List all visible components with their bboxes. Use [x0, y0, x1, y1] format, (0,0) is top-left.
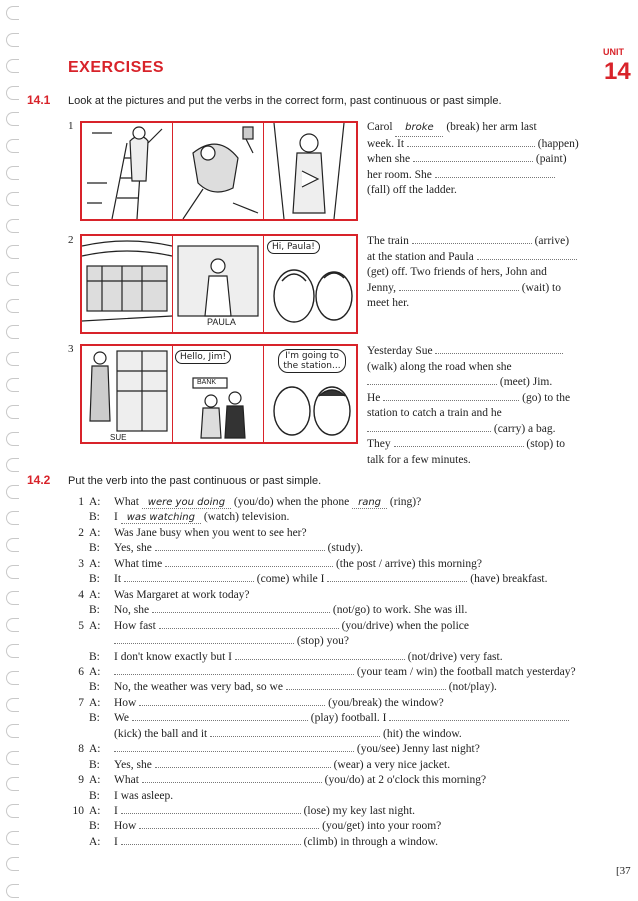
text: meet her.	[367, 297, 410, 309]
binding-ring	[6, 698, 19, 712]
text: Was Margaret at work today?	[114, 588, 250, 601]
handwritten-answer: were you doing	[147, 497, 226, 508]
answer-blank[interactable]	[132, 720, 308, 721]
picture-text-2	[367, 234, 602, 312]
text: when she	[367, 153, 411, 165]
text: The train	[367, 235, 409, 247]
binding-ring	[6, 405, 19, 419]
text: her room. She	[367, 168, 432, 181]
speech-bubble: Hello, Jim!	[175, 350, 231, 364]
line-text	[114, 790, 173, 802]
binding-ring	[6, 777, 19, 791]
answer-blank[interactable]	[394, 446, 524, 447]
line-text	[114, 759, 450, 771]
illustration-paula-getting-off	[173, 236, 264, 332]
answer-blank[interactable]	[412, 243, 532, 244]
speaker: A:	[89, 557, 101, 570]
line-text	[114, 836, 438, 848]
line-number: 7	[78, 696, 84, 709]
answer-blank[interactable]	[413, 161, 533, 162]
illustration-falling	[173, 123, 264, 219]
answer-blank[interactable]	[155, 550, 325, 551]
picture-strip-3	[80, 344, 358, 444]
line-text	[114, 620, 469, 632]
illustration-train-arriving	[82, 236, 173, 332]
text: (you/drive) when the police	[341, 619, 470, 632]
answer-blank[interactable]	[114, 751, 354, 752]
speaker: A:	[89, 526, 101, 539]
text: I	[114, 805, 121, 817]
text: I	[114, 835, 121, 848]
text: (not/go) to work. She was ill.	[332, 604, 468, 617]
text: (stop) you?	[296, 635, 349, 648]
answer-blank[interactable]	[121, 813, 301, 814]
speaker: B:	[89, 712, 100, 725]
answer-blank[interactable]	[395, 120, 443, 137]
binding-ring	[6, 112, 19, 126]
line-text	[114, 774, 486, 786]
line-number: 1	[78, 496, 84, 508]
text: What	[114, 496, 142, 508]
speaker: A:	[89, 588, 101, 601]
answer-blank[interactable]	[165, 566, 333, 567]
binding-ring	[6, 724, 19, 738]
text: (get) off. Two friends of hers, John and	[367, 266, 547, 278]
binding-ring	[6, 751, 19, 765]
illustration-ladder-painting	[82, 123, 173, 219]
text: (lose) my key last night.	[303, 805, 416, 817]
speaker: B:	[89, 681, 100, 694]
speaker: B:	[89, 758, 100, 771]
text: How	[114, 820, 140, 833]
picture-strip-2	[80, 234, 358, 334]
answer-blank[interactable]	[114, 643, 294, 644]
line-text	[114, 542, 363, 554]
text: (come) while I	[256, 573, 328, 586]
binding-ring	[6, 458, 19, 472]
binding-ring	[6, 857, 19, 871]
line-text	[114, 496, 421, 509]
binding-ring	[6, 299, 19, 313]
handwritten-answer: broke	[405, 122, 434, 133]
answer-blank[interactable]	[142, 496, 231, 509]
answer-blank[interactable]	[383, 400, 519, 401]
answer-blank[interactable]	[399, 290, 519, 291]
speaker: A:	[89, 496, 101, 508]
text: Carol	[367, 121, 393, 133]
binding-ring	[6, 565, 19, 579]
answer-blank[interactable]	[152, 612, 330, 613]
speaker: B:	[89, 789, 100, 802]
text: What	[114, 774, 142, 787]
line-number: 6	[78, 665, 84, 678]
line-text	[114, 728, 462, 740]
speaker: A:	[89, 743, 101, 756]
page-title: EXERCISES	[68, 59, 165, 76]
line-text	[114, 558, 482, 570]
line-text	[114, 527, 307, 539]
text: We	[114, 712, 132, 725]
answer-blank[interactable]	[367, 384, 497, 385]
speaker: B:	[89, 542, 100, 555]
text: No, she	[114, 604, 153, 617]
text: (go) to the	[522, 391, 571, 404]
answer-blank[interactable]	[435, 353, 563, 354]
answer-blank[interactable]	[389, 720, 569, 721]
binding-ring	[6, 59, 19, 73]
exercise-number-14-2: 14.2	[27, 473, 51, 487]
binding-ring	[6, 671, 19, 685]
text: He	[367, 391, 381, 404]
text: (you/see) Jenny last night?	[356, 743, 480, 756]
text: (you/break) the window?	[328, 696, 444, 709]
speaker: B:	[89, 650, 100, 663]
answer-blank[interactable]	[114, 674, 354, 675]
text: (kick) the ball and it	[114, 727, 211, 740]
shop-sign: BANK	[197, 379, 217, 386]
binding-ring	[6, 644, 19, 658]
character-label: PAULA	[207, 317, 236, 327]
text: (play) football. I	[310, 712, 390, 725]
picture-strip-1	[80, 121, 358, 221]
line-number: 9	[78, 774, 84, 787]
text: (happen)	[537, 137, 579, 150]
text: (walk) along the road when she	[367, 360, 512, 373]
binding-ring	[6, 33, 19, 47]
text: (wait) to	[521, 281, 561, 294]
text: I don't know exactly but I	[114, 650, 235, 663]
unit-number: 14	[604, 58, 631, 85]
text: week. It	[367, 137, 405, 150]
text: (paint)	[535, 153, 567, 165]
speaker: B:	[89, 573, 100, 586]
line-text	[114, 573, 548, 585]
line-text	[114, 511, 289, 524]
text: How fast	[114, 619, 159, 632]
line-text	[114, 666, 576, 678]
text: Yes, she	[114, 758, 155, 771]
text: (you/do) when the phone	[233, 496, 353, 508]
speaker: A:	[89, 696, 101, 709]
picture-number: 3	[68, 343, 74, 355]
handwritten-answer: was watching	[126, 512, 195, 524]
binding-ring	[6, 272, 19, 286]
binding-ring	[6, 831, 19, 845]
text: talk for a few minutes.	[367, 453, 471, 466]
text: (arrive)	[534, 235, 570, 247]
text: at the station and Paula	[367, 250, 474, 263]
answer-blank[interactable]	[210, 736, 380, 737]
speaker: A:	[89, 835, 101, 848]
answer-blank[interactable]	[139, 705, 325, 706]
text: (fall) off the ladder.	[367, 184, 457, 196]
text: (climb) in through a window.	[303, 835, 438, 848]
text: (have) breakfast.	[470, 573, 548, 586]
picture-text-1	[367, 120, 602, 199]
speaker: B:	[89, 820, 100, 833]
line-text	[114, 743, 480, 755]
binding-ring	[6, 884, 19, 898]
line-text	[114, 635, 349, 647]
text: Jenny,	[367, 281, 396, 294]
text: (you/do) at 2 o'clock this morning?	[324, 774, 487, 787]
text: (stop) to	[526, 438, 566, 450]
text: (hit) the window.	[383, 727, 462, 740]
answer-blank[interactable]	[286, 689, 446, 690]
text: (you/get) into your room?	[322, 820, 442, 833]
character-label: SUE	[110, 433, 127, 442]
text: Was Jane busy when you went to see her?	[114, 526, 307, 539]
binding-ring	[6, 219, 19, 233]
line-text	[114, 651, 503, 663]
line-number: 2	[78, 526, 84, 539]
speaker: A:	[89, 665, 101, 678]
answer-blank[interactable]	[352, 496, 387, 509]
speaker: B:	[89, 511, 100, 524]
text: station to catch a train and he	[367, 407, 502, 419]
binding-ring	[6, 86, 19, 100]
page-number: [37	[616, 865, 631, 877]
text: (not/drive) very fast.	[407, 650, 503, 663]
text: Yes, she	[114, 542, 155, 555]
line-number: 8	[78, 743, 84, 756]
binding-ring	[6, 378, 19, 392]
answer-blank[interactable]	[477, 259, 577, 260]
speaker: A:	[89, 619, 101, 632]
illustration-sue-walking	[82, 346, 173, 442]
answer-blank[interactable]	[327, 581, 467, 582]
answer-blank[interactable]	[142, 782, 322, 783]
line-number: 4	[78, 588, 84, 601]
text: (carry) a bag.	[493, 422, 556, 435]
answer-blank[interactable]	[124, 581, 254, 582]
text: They	[367, 438, 391, 450]
speech-bubble: I'm going to the station...	[278, 349, 346, 373]
binding-ring	[6, 485, 19, 499]
binding-ring	[6, 139, 19, 153]
text: What time	[114, 557, 166, 570]
answer-blank[interactable]	[407, 146, 535, 147]
exercise-instruction: Look at the pictures and put the verbs in the correct form, past continuous or past simple.	[68, 95, 502, 107]
picture-number: 1	[68, 120, 74, 132]
text: Yesterday Sue	[367, 345, 433, 357]
illustration-friends-greeting	[264, 236, 356, 332]
binding-ring	[6, 245, 19, 259]
picture-text-3	[367, 344, 602, 468]
binding-ring	[6, 432, 19, 446]
text: (the post / arrive) this morning?	[335, 557, 482, 570]
binding-ring	[6, 352, 19, 366]
exercise-instruction: Put the verb into the past continuous or past simple.	[68, 475, 322, 487]
line-text	[114, 589, 250, 601]
text: (study).	[327, 542, 364, 555]
speaker: B:	[89, 604, 100, 617]
text: (break) her arm last	[446, 121, 537, 133]
text: I	[114, 511, 121, 524]
illustration-talking	[264, 346, 356, 442]
answer-blank[interactable]	[235, 659, 405, 660]
picture-number: 2	[68, 234, 74, 246]
line-number: 5	[78, 619, 84, 632]
unit-label: UNIT	[603, 47, 624, 57]
binding-ring	[6, 538, 19, 552]
answer-blank[interactable]	[155, 767, 331, 768]
line-text	[114, 712, 569, 724]
line-text	[114, 604, 467, 616]
binding-ring	[6, 511, 19, 525]
answer-blank[interactable]	[367, 431, 491, 432]
speaker: A:	[89, 805, 101, 817]
answer-blank[interactable]	[139, 828, 319, 829]
binding-ring	[6, 192, 19, 206]
text: (your team / win) the football match yesterday?	[356, 665, 576, 678]
spiral-binding	[6, 0, 20, 901]
line-number: 10	[72, 805, 84, 817]
binding-ring	[6, 591, 19, 605]
speech-bubble: Hi, Paula!	[267, 240, 320, 254]
line-text	[114, 805, 415, 817]
text: (ring)?	[389, 496, 422, 508]
text: (not/play).	[448, 681, 497, 694]
text: It	[114, 573, 124, 586]
exercise-number-14-1: 14.1	[27, 93, 51, 107]
speaker: A:	[89, 774, 101, 787]
line-text	[114, 697, 444, 709]
text: No, the weather was very bad, so we	[114, 681, 286, 694]
line-number: 3	[78, 557, 84, 570]
illustration-arm-sling	[264, 123, 354, 219]
illustration-meeting-jim	[173, 346, 264, 442]
text: I was asleep.	[114, 789, 174, 802]
text: (watch) television.	[203, 511, 290, 524]
answer-blank[interactable]	[159, 628, 339, 629]
binding-ring	[6, 6, 19, 20]
text: How	[114, 696, 140, 709]
binding-ring	[6, 618, 19, 632]
text: (meet) Jim.	[499, 376, 553, 388]
text: (wear) a very nice jacket.	[333, 758, 451, 771]
line-text	[114, 820, 441, 832]
answer-blank[interactable]	[121, 511, 201, 524]
answer-blank[interactable]	[435, 177, 555, 178]
binding-ring	[6, 325, 19, 339]
binding-ring	[6, 804, 19, 818]
binding-ring	[6, 166, 19, 180]
line-text	[114, 681, 497, 693]
handwritten-answer: rang	[358, 497, 382, 508]
answer-blank[interactable]	[121, 844, 301, 845]
